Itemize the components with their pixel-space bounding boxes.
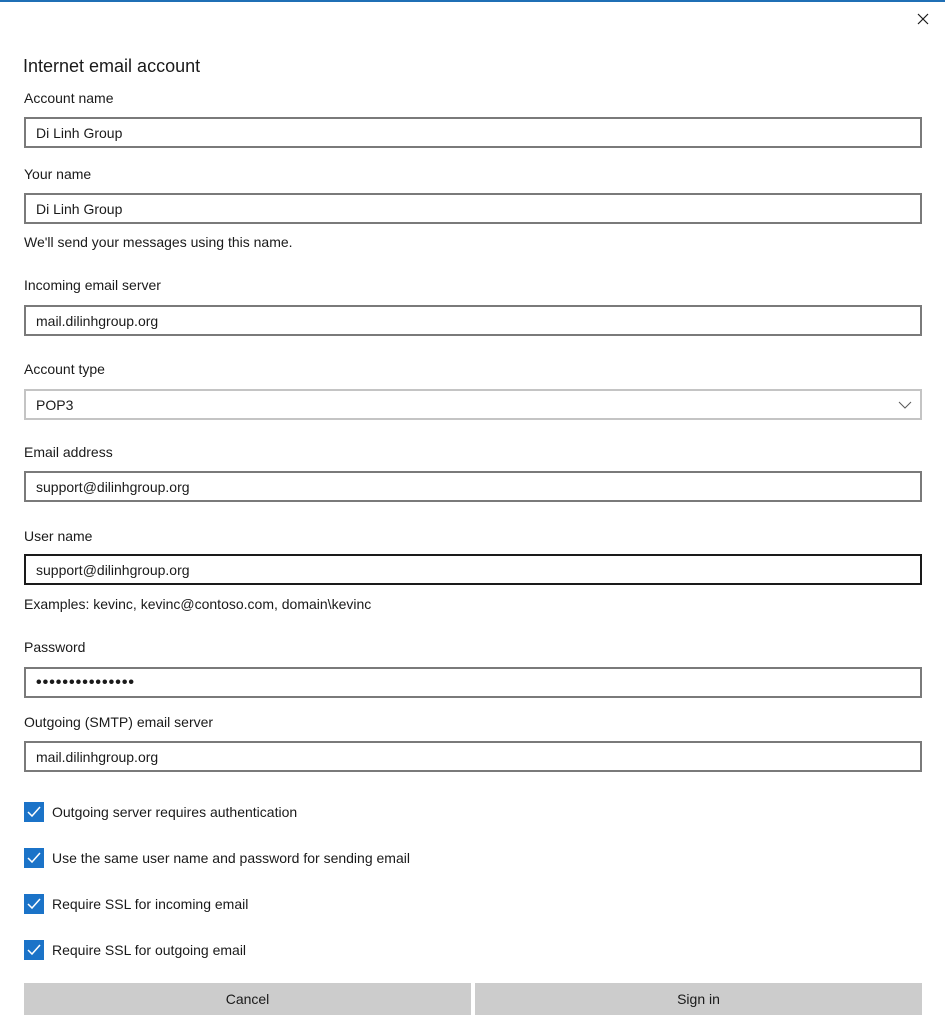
password-label: Password	[24, 639, 86, 655]
email-address-input[interactable]: support@dilinhgroup.org	[24, 471, 922, 502]
dialog-title: Internet email account	[23, 56, 201, 76]
account-name-input[interactable]: Di Linh Group	[24, 117, 922, 148]
checkbox-outgoing-auth[interactable]	[24, 802, 297, 822]
user-name-input[interactable]: support@dilinhgroup.org	[24, 554, 922, 585]
cancel-button[interactable]: Cancel	[24, 983, 471, 1015]
your-name-hint: We'll send your messages using this name.	[24, 234, 293, 250]
email-address-label: Email address	[24, 444, 113, 460]
user-name-label: User name	[24, 528, 93, 544]
incoming-server-label: Incoming email server	[24, 277, 161, 293]
checkbox-ssl-outgoing[interactable]	[24, 940, 246, 960]
checkbox-label: Use the same user name and password for sending email	[52, 850, 410, 866]
outgoing-server-label: Outgoing (SMTP) email server	[24, 714, 214, 730]
checkbox-ssl-incoming[interactable]	[24, 894, 248, 914]
checkmark-icon	[27, 944, 41, 956]
checkmark-icon	[27, 852, 41, 864]
checkbox-same-credentials[interactable]	[24, 848, 410, 868]
your-name-input[interactable]: Di Linh Group	[24, 193, 922, 224]
outgoing-server-input[interactable]: mail.dilinhgroup.org	[24, 741, 922, 772]
password-input[interactable]: •••••••••••••••	[24, 667, 922, 698]
close-icon	[917, 13, 929, 25]
sign-in-button[interactable]: Sign in	[475, 983, 922, 1015]
checkmark-icon	[27, 898, 41, 910]
close-button[interactable]	[909, 8, 937, 30]
checkbox-label: Outgoing server requires authentication	[52, 804, 298, 820]
account-name-label: Account name	[24, 90, 114, 106]
account-type-select[interactable]	[24, 389, 922, 420]
checkbox-checked[interactable]	[24, 802, 44, 822]
checkmark-icon	[27, 806, 41, 818]
checkbox-label: Require SSL for incoming email	[52, 896, 249, 912]
account-type-value: POP3	[36, 396, 74, 413]
your-name-label: Your name	[24, 166, 92, 182]
chevron-down-icon	[898, 401, 912, 409]
user-name-hint: Examples: kevinc, kevinc@contoso.com, domain\kevinc	[24, 596, 372, 612]
checkbox-checked[interactable]	[24, 894, 44, 914]
checkbox-checked[interactable]	[24, 848, 44, 868]
account-type-label: Account type	[24, 361, 105, 377]
checkbox-label: Require SSL for outgoing email	[52, 942, 247, 958]
incoming-server-input[interactable]: mail.dilinhgroup.org	[24, 305, 922, 336]
checkbox-checked[interactable]	[24, 940, 44, 960]
